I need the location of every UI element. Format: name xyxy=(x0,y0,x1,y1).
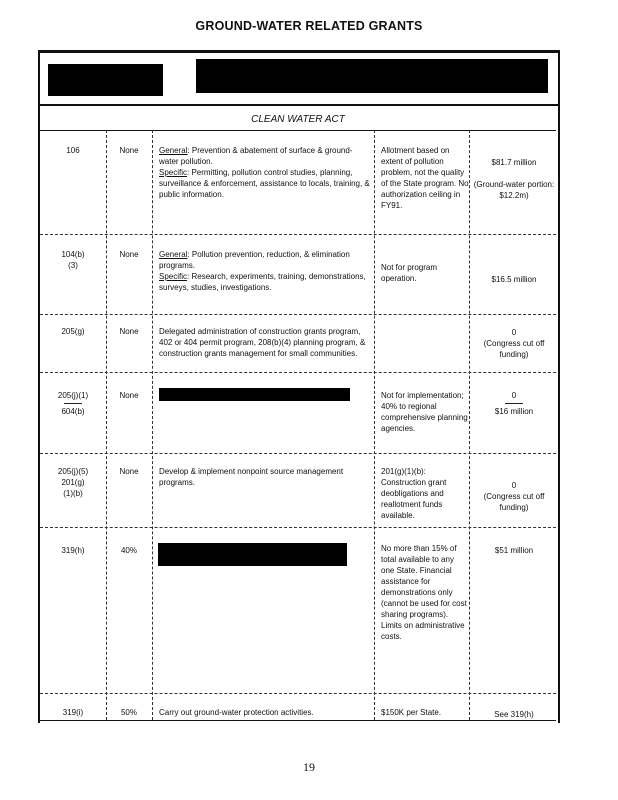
row-106-section: 106 xyxy=(66,146,80,155)
row-319i-section: 319(i) xyxy=(62,708,84,717)
section-line: (3) xyxy=(68,261,78,270)
specific-text: : Research, experiments, training, demonstrations, surveys, studies, investigations. xyxy=(159,272,366,292)
row-319h-match: 40% xyxy=(120,546,137,555)
row-205j1-match: None xyxy=(119,391,139,400)
row-205g-match: None xyxy=(119,327,139,336)
funding-note: (Ground-water portion: $12.2m) xyxy=(473,180,555,200)
row-106-funding xyxy=(472,157,556,201)
funding-amount: 0 xyxy=(511,391,517,400)
row-319i-restrictions: $150K per State. xyxy=(381,708,442,717)
specific-label: Specific xyxy=(159,272,188,281)
general-text: : Prevention & abatement of surface & ground-water pollution. xyxy=(159,146,353,166)
row-divider xyxy=(40,314,556,315)
row-319i-match: 50% xyxy=(120,708,137,717)
row-104b-section xyxy=(40,249,106,271)
section-line: 205(j)(5) xyxy=(57,467,89,476)
row-divider xyxy=(40,234,556,235)
section-heading-clean-water-act: CLEAN WATER ACT xyxy=(40,104,556,131)
page-number: 19 xyxy=(303,760,315,774)
separator-dash xyxy=(64,403,82,404)
table-bottom-border xyxy=(40,720,556,721)
row-205g-activities: Delegated administration of construction grants program, 402 or 404 permit program, 208(b)(4) planning program, & construction grants management for small communities. xyxy=(159,327,366,358)
row-divider xyxy=(40,453,556,454)
row-104b-activities xyxy=(159,249,371,293)
specific-text: : Permitting, pollution control studies, planning, surveillance & enforcement, assistance to locals, training, & public information. xyxy=(159,168,370,199)
row-205j1-restrictions: Not for implementation; 40% to regional comprehensive planning agencies. xyxy=(381,391,468,433)
row-104b-match: None xyxy=(119,250,139,259)
column-divider xyxy=(106,130,107,720)
row-205j5-match: None xyxy=(119,467,139,476)
row-205g-funding xyxy=(472,327,556,360)
section-line: 201(g) xyxy=(61,478,85,487)
funding-amount: $81.7 million xyxy=(491,158,537,167)
row-319h-restrictions: No more than 15% of total available to any one State. Financial assistance for demonstrations only (cannot be used for cost sharing programs). Limits on administrative costs. xyxy=(381,544,467,641)
row-319h-funding: $51 million xyxy=(494,546,534,555)
funding-amount: 0 xyxy=(511,328,517,337)
funding-amount: 0 xyxy=(511,481,517,490)
column-divider xyxy=(152,130,153,720)
section-line: (1)(b) xyxy=(63,489,83,498)
funding-note: (Congress cut off funding) xyxy=(483,492,545,512)
row-319i-funding: See 319(h) xyxy=(494,710,534,719)
row-106-restrictions: Allotment based on extent of pollution problem, not the quality of the State program. No authorization ceiling in FY91. xyxy=(381,146,469,210)
column-divider xyxy=(469,130,470,720)
row-divider xyxy=(40,372,556,373)
row-319i-activities: Carry out ground-water protection activities. xyxy=(159,708,314,717)
row-divider xyxy=(40,693,556,694)
section-line: 104(b) xyxy=(61,250,85,259)
section-line: 205(j)(1) xyxy=(57,391,89,400)
funding-note: (Congress cut off funding) xyxy=(483,339,545,359)
row-205g-section: 205(g) xyxy=(61,327,85,336)
redacted-activities xyxy=(158,543,347,566)
redacted-header-left xyxy=(48,64,163,96)
row-104b-funding: $16.5 million xyxy=(491,275,537,284)
section-line: 604(b) xyxy=(61,407,85,416)
row-205j5-restrictions: 201(g)(1)(b): Construction grant deobligations and reallotment funds available. xyxy=(381,467,447,520)
row-205j5-funding xyxy=(472,480,556,513)
redacted-header-right xyxy=(196,59,548,93)
page-title: GROUND-WATER RELATED GRANTS xyxy=(195,19,423,33)
row-205j1-section xyxy=(40,390,106,417)
row-205j5-activities: Develop & implement nonpoint source management programs. xyxy=(159,467,344,487)
row-104b-restrictions: Not for program operation. xyxy=(381,263,438,283)
row-divider xyxy=(40,527,556,528)
separator-dash xyxy=(505,403,523,404)
row-205j1-funding xyxy=(472,390,556,417)
general-label: General xyxy=(159,250,188,259)
column-divider xyxy=(374,130,375,720)
specific-label: Specific xyxy=(159,168,188,177)
row-319h-section: 319(h) xyxy=(61,546,85,555)
funding-amount: $16 million xyxy=(494,407,534,416)
general-text: : Pollution prevention, reduction, & elimination programs. xyxy=(159,250,350,270)
redacted-activities xyxy=(159,388,350,401)
row-106-activities xyxy=(159,145,371,200)
table-header xyxy=(38,50,558,106)
row-205j5-section xyxy=(40,466,106,499)
row-106-match: None xyxy=(119,146,139,155)
general-label: General xyxy=(159,146,188,155)
